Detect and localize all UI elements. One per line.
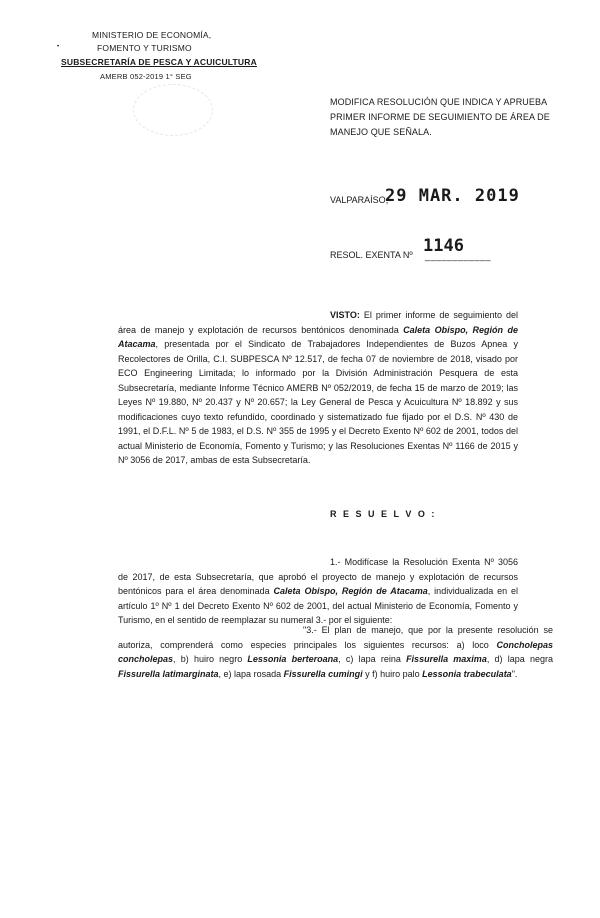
subsecretaria-name: SUBSECRETARÍA DE PESCA Y ACUICULTURA — [61, 57, 257, 67]
article-1-paragraph — [118, 555, 518, 628]
quote-text-7: ". — [511, 668, 518, 679]
quoted-numeral-paragraph — [118, 623, 553, 681]
article-1-text-1: 1.- Modifícase la Resolución Exenta Nº 3056 de 2017, de esta Subsecretaría, que aprobó el proyecto de manejo y explotación de recursos bentónicos para el área denominada — [118, 557, 518, 596]
resolution-fill-line: ____________ — [425, 251, 492, 261]
species-1: Concholepas concholepas — [118, 639, 553, 664]
document-subject: MODIFICA RESOLUCIÓN QUE INDICA Y APRUEBA PRIMER INFORME DE SEGUIMIENTO DE ÁREA DE MANEJO QUE SEÑALA. — [330, 97, 550, 137]
quote-text-5: , e) lapa rosada — [218, 668, 284, 679]
article-1-text-2: , individualizada en el artículo 1º Nº 1 del Decreto Exento Nº 602 de 2001, del actual Ministerio de Economía, Fomento y Turismo, en el sentido de reemplazar su numeral 3.- por el siguiente: — [118, 586, 519, 625]
quote-text-4: , d) lapa negra — [486, 654, 554, 664]
page-mark: • — [57, 44, 60, 50]
species-2: Lessonia berteroana — [247, 654, 339, 664]
quote-text-1: "3.- El plan de manejo, que por la presente resolución se autoriza, comprenderá como especies principales los siguientes recursos: a) loco — [118, 625, 553, 650]
visto-area-name: Caleta Obispo, Región de Atacama — [118, 324, 518, 349]
article-1-area-name: Caleta Obispo, Región de Atacama — [273, 586, 428, 596]
visto-text-2: , presentada por el Sindicato de Trabajadores Independientes de Buzos Apnea y Recolectores de Orilla, C.I. SUBPESCA Nº 12.517, de fecha 07 de noviembre de 2018, visado por ECO Engineering Limitada; lo informado por la División Administración Pesquera de esta Subsecretaría, mediante Informe Técnico AMERB Nº 052/2019, de fecha 15 de marzo de 2019; las Leyes Nº 19.880, Nº 20.437 y Nº 20.657; la Ley General de Pesca y Acuicultura Nº 18.892 y sus modificaciones cuyo texto refundido, coordinado y sistematizado fue fijado por el D.S. Nº 430 de 1991, el D.F.L. Nº 5 de 1983, el D.S. Nº 355 de 1995 y el Decreto Exento Nº 602 de 2001, todos del actual Ministerio de Economía, Fomento y Turismo; y las Resoluciones Exentas Nº 1166 de 2015 y Nº 3056 de 2017, ambas de esta Subsecretaría. — [118, 339, 518, 465]
place-label: VALPARAÍSO, — [330, 195, 389, 205]
species-3: Fissurella maxima — [406, 654, 487, 664]
species-5: Fissurella cumingi — [283, 668, 363, 679]
visto-label: VISTO: — [330, 310, 360, 320]
ministry-subname: FOMENTO Y TURISMO — [97, 43, 192, 53]
quote-text-6: y f) huiro palo — [362, 668, 423, 679]
resuelvo-heading: R E S U E L V O : — [330, 509, 437, 519]
date-stamp: 29 MAR. 2019 — [385, 186, 520, 206]
visto-text-1: El primer informe de seguimiento del área de manejo y explotación de recursos bentónicos denominada — [118, 310, 518, 335]
visto-paragraph — [118, 308, 518, 468]
species-4: Fissurella latimarginata — [118, 668, 219, 679]
quote-text-3: , c) lapa reina — [338, 654, 407, 664]
official-seal — [133, 84, 213, 136]
resolution-label: RESOL. EXENTA Nº — [330, 250, 413, 260]
reference-code: AMERB 052-2019 1° SEG — [100, 72, 192, 81]
quote-text-2: , b) huiro negro — [173, 654, 248, 664]
ministry-name: MINISTERIO DE ECONOMÍA, — [92, 30, 212, 40]
species-6: Lessonia trabeculata — [422, 668, 512, 679]
resolution-number: 1146 — [423, 236, 464, 256]
